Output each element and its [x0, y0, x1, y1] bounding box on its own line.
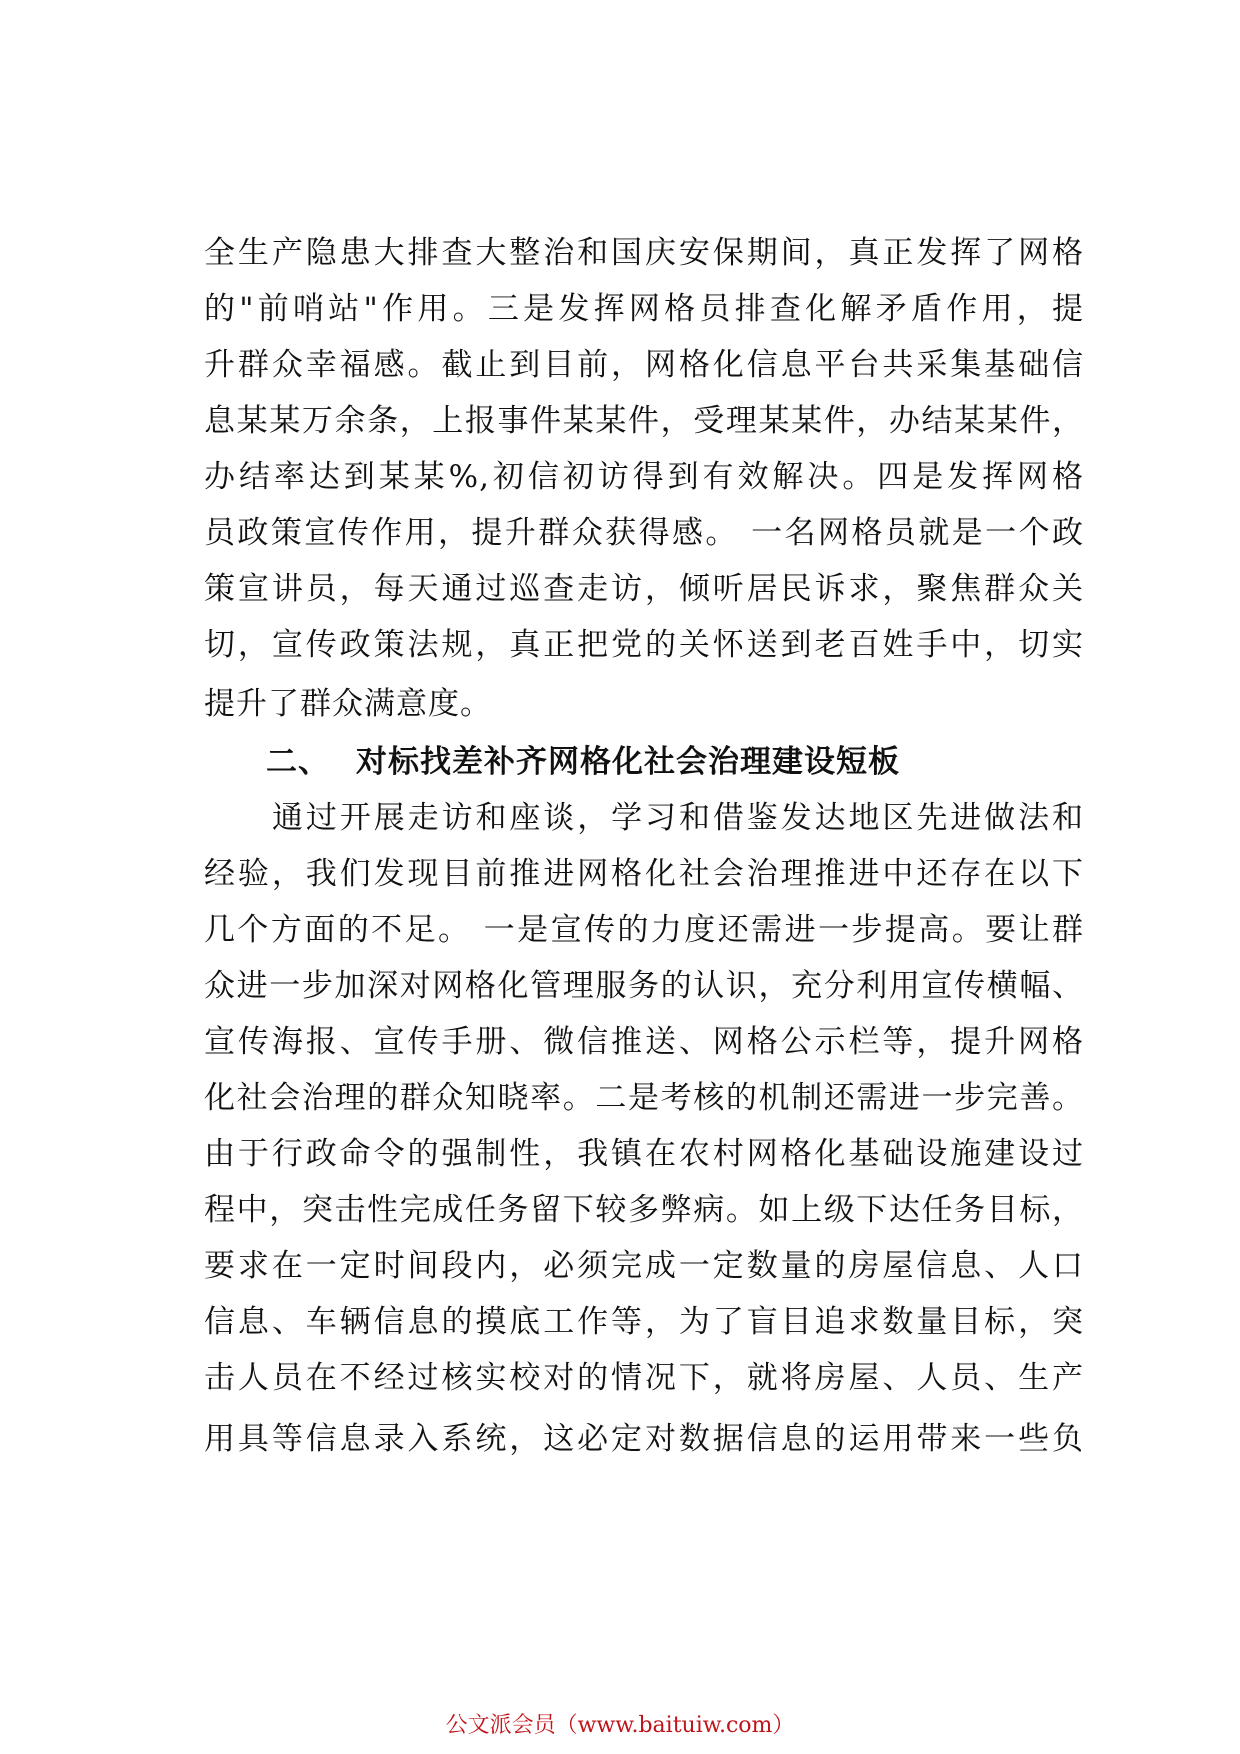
paragraph-line: 切，宣传政策法规，真正把党的关怀送到老百姓手中，切实: [204, 627, 1084, 663]
paragraph-line: 员政策宣传作用，提升群众获得感。 一名网格员就是一个政: [204, 515, 1084, 551]
paragraph-line: 用具等信息录入系统，这必定对数据信息的运用带来一些负: [204, 1421, 1084, 1457]
paragraph-line: 全生产隐患大排查大整治和国庆安保期间，真正发挥了网格: [204, 235, 1084, 271]
paragraph-line: 宣传海报、宣传手册、微信推送、网格公示栏等，提升网格: [204, 1024, 1084, 1060]
paragraph-line: 经验，我们发现目前推进网格化社会治理推进中还存在以下: [204, 856, 1084, 892]
paragraph-line: 通过开展走访和座谈，学习和借鉴发达地区先进做法和: [272, 800, 1084, 836]
paragraph-line: 程中，突击性完成任务留下较多弊病。如上级下达任务目标，: [204, 1192, 1084, 1228]
footer-watermark: 公文派会员（www.baituiw.com）: [445, 1713, 795, 1738]
paragraph-line: 策宣讲员，每天通过巡查走访，倾听居民诉求，聚焦群众关: [204, 571, 1084, 607]
paragraph-line: 击人员在不经过核实校对的情况下，就将房屋、人员、生产: [204, 1360, 1084, 1396]
paragraph-line: 由于行政命令的强制性，我镇在农村网格化基础设施建设过: [204, 1136, 1084, 1172]
paragraph-line: 几个方面的不足。 一是宣传的力度还需进一步提高。要让群: [204, 912, 1084, 948]
section-heading: [266, 742, 900, 782]
paragraph-line: 提升了群众满意度。: [204, 686, 492, 722]
section-heading-number: 二、: [266, 744, 330, 780]
paragraph-line: 要求在一定时间段内，必须完成一定数量的房屋信息、人口: [204, 1248, 1084, 1284]
paragraph-line: 的"前哨站"作用。三是发挥网格员排查化解矛盾作用，提: [204, 291, 1084, 327]
paragraph-line: 办结率达到某某%,初信初访得到有效解决。四是发挥网格: [204, 459, 1084, 495]
paragraph-line: 息某某万余条，上报事件某某件，受理某某件，办结某某件，: [204, 403, 1084, 439]
paragraph-line: 化社会治理的群众知晓率。二是考核的机制还需进一步完善。: [204, 1080, 1084, 1116]
paragraph-line: 升群众幸福感。截止到目前，网格化信息平台共采集基础信: [204, 347, 1084, 383]
section-heading-text: 对标找差补齐网格化社会治理建设短板: [356, 744, 900, 780]
paragraph-line: 众进一步加深对网格化管理服务的认识，充分利用宣传横幅、: [204, 968, 1084, 1004]
paragraph-line: 信息、车辆信息的摸底工作等，为了盲目追求数量目标，突: [204, 1304, 1084, 1340]
